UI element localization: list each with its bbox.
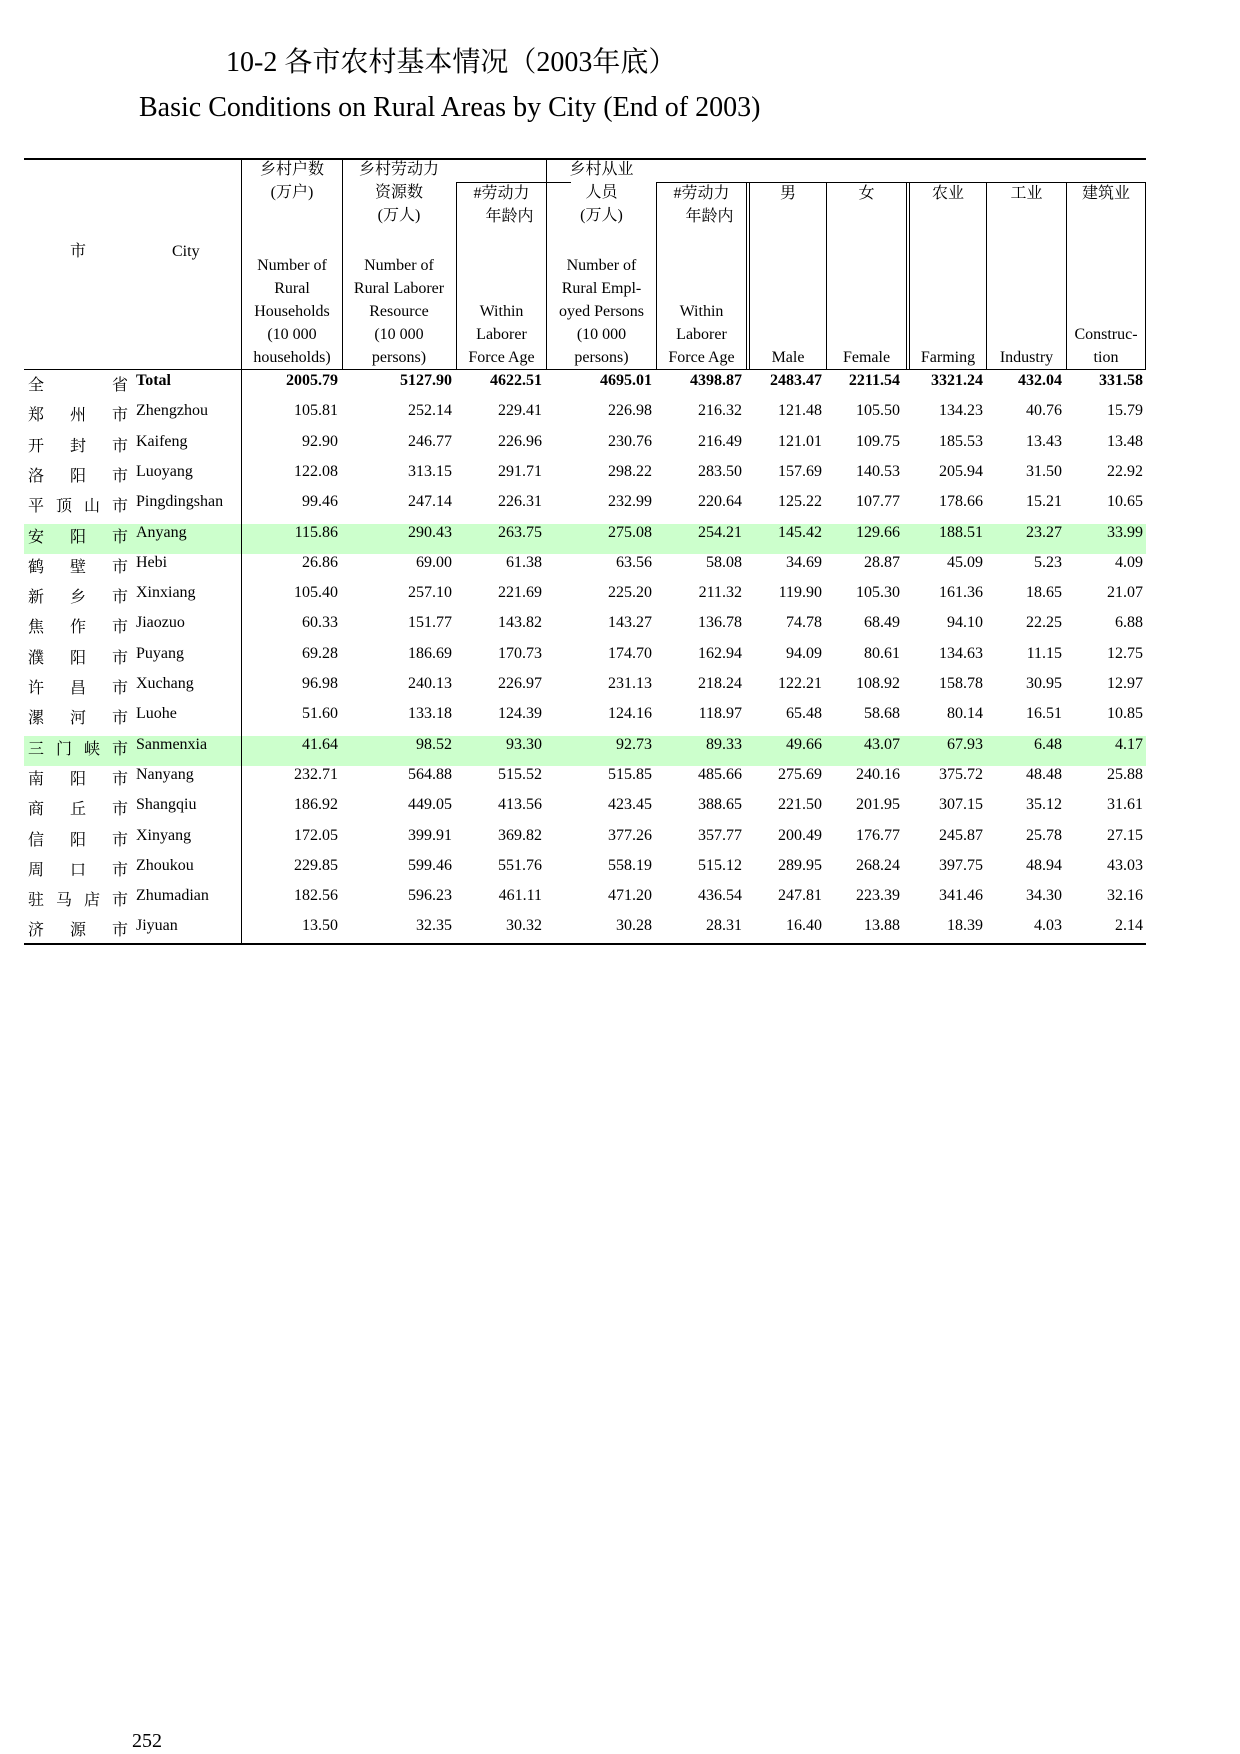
table-cell: 174.70	[608, 644, 652, 662]
table-cell: 58.08	[706, 553, 742, 571]
table-cell: 68.49	[864, 614, 900, 632]
city-name-en: Nanyang	[136, 765, 194, 783]
table-cell: 34.69	[786, 553, 822, 571]
table-cell: 232.99	[608, 493, 652, 511]
city-name-cn-char: 市	[112, 680, 129, 697]
table-cell: 122.21	[778, 675, 822, 692]
table-cell: 5.23	[1034, 553, 1062, 571]
city-name-cn-char: 丘	[70, 801, 87, 819]
city-name-cn-char: 壁	[70, 558, 87, 576]
city-name-cn-char: 市	[112, 589, 129, 607]
table-cell: 176.77	[856, 826, 900, 844]
city-name-cn-char: 郑	[28, 407, 45, 425]
table-cell: 94.10	[947, 614, 983, 632]
city-name-en: Pingdingshan	[136, 493, 224, 511]
table-cell: 15.79	[1107, 402, 1143, 420]
table-cell: 32.16	[1107, 887, 1143, 905]
city-name-cn-char: 商	[28, 801, 45, 819]
table-cell: 172.05	[294, 826, 338, 844]
table-cell: 218.24	[698, 675, 742, 692]
table-cell: 170.73	[498, 644, 542, 662]
city-name-cn-char: 河	[70, 710, 87, 728]
table-cell: 2005.79	[286, 372, 338, 389]
table-cell: 268.24	[856, 856, 900, 874]
city-name-cn-char: 市	[112, 619, 129, 637]
table-cell: 3321.24	[931, 372, 983, 389]
table-cell: 2.14	[1115, 917, 1143, 935]
header-male-cn: 男	[779, 185, 796, 202]
city-name-cn-char: 市	[112, 528, 129, 546]
table-cell: 92.73	[616, 735, 652, 753]
table-cell: 221.50	[778, 796, 822, 814]
table-cell: 48.94	[1026, 856, 1062, 874]
city-name-cn-char: 州	[70, 407, 87, 425]
table-cell: 226.96	[498, 432, 542, 450]
table-cell: 186.92	[294, 796, 338, 814]
table-cell: 4.09	[1115, 553, 1143, 571]
city-name-en: Zhumadian	[136, 887, 209, 905]
table-cell: 205.94	[939, 462, 983, 480]
table-cell: 240.16	[856, 765, 900, 783]
table-cell: 216.32	[698, 402, 742, 420]
header-laborer-en: Number of Rural Laborer Resource (10 000 persons)	[353, 257, 445, 366]
table-cell: 263.75	[498, 523, 542, 541]
table-cell: 80.14	[947, 705, 983, 723]
city-name-cn-char: 漯	[28, 710, 45, 728]
table-cell: 289.95	[778, 856, 822, 874]
header-laborer-cn: 乡村劳动力 资源数 (万人)	[358, 161, 439, 224]
table-cell: 275.69	[778, 765, 822, 783]
table-cell: 12.97	[1107, 675, 1143, 692]
table-cell: 4.17	[1115, 735, 1143, 753]
city-name-en: Xuchang	[136, 675, 194, 692]
table-cell: 436.54	[698, 887, 742, 905]
city-name-cn-char: 市	[112, 770, 129, 788]
table-cell: 231.13	[608, 675, 652, 692]
table-cell: 122.08	[294, 462, 338, 480]
table-cell: 115.86	[294, 523, 338, 541]
city-name-cn-char: 市	[112, 831, 129, 849]
header-female-en: Female	[842, 349, 891, 366]
table-cell: 229.85	[294, 856, 338, 874]
table-cell: 92.90	[302, 432, 338, 450]
city-name-cn-char: 市	[112, 498, 129, 516]
table-cell: 99.46	[302, 493, 338, 511]
city-name-cn-char: 口	[70, 861, 87, 879]
table-cell: 185.53	[939, 432, 983, 450]
table-cell: 136.78	[698, 614, 742, 632]
city-name-cn-char: 平	[28, 498, 45, 516]
table-cell: 40.76	[1026, 402, 1062, 420]
city-name-en: Sanmenxia	[136, 735, 208, 753]
city-name-cn-char: 南	[28, 770, 45, 788]
table-cell: 2483.47	[770, 372, 822, 389]
city-name-en: Zhoukou	[136, 856, 194, 874]
table-cell: 413.56	[498, 796, 542, 814]
header-city-cn: 市	[70, 243, 87, 260]
city-name-cn-char: 济	[28, 922, 45, 940]
table-cell: 432.04	[1018, 372, 1062, 389]
city-name-cn-char: 市	[112, 922, 129, 940]
table-cell: 252.14	[408, 402, 452, 420]
table-cell: 5127.90	[400, 372, 452, 389]
table-cell: 200.49	[778, 826, 822, 844]
table-cell: 30.28	[616, 917, 652, 935]
city-name-cn-char: 焦	[28, 619, 45, 637]
table-cell: 229.41	[498, 402, 542, 420]
table-cell: 118.97	[698, 705, 742, 723]
table-cell: 515.12	[698, 856, 742, 874]
table-cell: 109.75	[856, 432, 900, 450]
table-cell: 74.78	[786, 614, 822, 632]
city-name-cn-char: 门	[56, 740, 73, 758]
table-cell: 157.69	[778, 462, 822, 480]
table-cell: 254.21	[698, 523, 742, 541]
table-cell: 178.66	[939, 493, 983, 511]
table-cell: 13.43	[1026, 432, 1062, 450]
table-cell: 61.38	[506, 553, 542, 571]
city-name-cn-char: 洛	[28, 467, 45, 485]
table-cell: 25.78	[1026, 826, 1062, 844]
city-name-cn-char: 市	[112, 861, 129, 879]
table-cell: 221.69	[498, 584, 542, 602]
table-cell: 145.42	[778, 523, 822, 541]
table-cell: 357.77	[698, 826, 742, 844]
table-cell: 13.88	[864, 917, 900, 935]
table-cell: 220.64	[698, 493, 742, 511]
table-cell: 551.76	[498, 856, 542, 874]
city-name-cn-char: 濮	[28, 649, 45, 667]
table-cell: 23.27	[1026, 523, 1062, 541]
table-cell: 133.18	[408, 705, 452, 723]
table-cell: 240.13	[408, 675, 452, 692]
table-cell: 22.25	[1026, 614, 1062, 632]
table-cell: 247.81	[778, 887, 822, 905]
table-cell: 223.39	[856, 887, 900, 905]
city-name-cn-char: 山	[84, 498, 101, 516]
table-cell: 449.05	[408, 796, 452, 814]
table-cell: 6.88	[1115, 614, 1143, 632]
title-english: Basic Conditions on Rural Areas by City (End of 2003)	[139, 92, 761, 123]
table-cell: 232.71	[294, 765, 338, 783]
table-cell: 225.20	[608, 584, 652, 602]
table-cell: 140.53	[856, 462, 900, 480]
table-cell: 558.19	[608, 856, 652, 874]
table-cell: 10.65	[1107, 493, 1143, 511]
city-name-en: Puyang	[136, 644, 184, 662]
table-cell: 158.78	[939, 675, 983, 692]
city-name-en: Jiaozuo	[136, 614, 185, 632]
table-cell: 186.69	[408, 644, 452, 662]
city-name-cn-char: 阳	[70, 831, 87, 849]
table-cell: 226.31	[498, 493, 542, 511]
table-cell: 108.92	[856, 675, 900, 692]
table-cell: 599.46	[408, 856, 452, 874]
table-cell: 21.07	[1107, 584, 1143, 602]
table-cell: 290.43	[408, 523, 452, 541]
city-name-cn-char: 市	[112, 892, 129, 910]
table-cell: 247.14	[408, 493, 452, 511]
table-cell: 89.33	[706, 735, 742, 753]
header-industry-en: Industry	[999, 349, 1054, 366]
city-name-cn-char: 马	[56, 892, 73, 910]
table-cell: 341.46	[939, 887, 983, 905]
city-name-en: Xinxiang	[136, 584, 196, 602]
table-cell: 246.77	[408, 432, 452, 450]
header-households-en: Number of Rural Households (10 000 households)	[253, 257, 331, 366]
table-cell: 134.63	[939, 644, 983, 662]
table-cell: 16.40	[786, 917, 822, 935]
table-cell: 423.45	[608, 796, 652, 814]
table-cell: 216.49	[698, 432, 742, 450]
table-cell: 35.12	[1026, 796, 1062, 814]
table-cell: 49.66	[786, 735, 822, 753]
city-name-cn-char: 阳	[70, 770, 87, 788]
city-name-cn-char: 周	[28, 861, 45, 879]
city-name-en: Xinyang	[136, 826, 192, 844]
header-farming-cn: 农业	[931, 185, 964, 202]
city-name-cn-char: 市	[112, 437, 129, 455]
title-chinese: 10-2 各市农村基本情况（2003年底）	[226, 47, 677, 78]
table-cell: 67.93	[947, 735, 983, 753]
table-cell: 58.68	[864, 705, 900, 723]
table-cell: 119.90	[778, 584, 822, 602]
table-cell: 105.50	[856, 402, 900, 420]
table-cell: 11.15	[1026, 644, 1062, 662]
city-name-cn-char: 许	[28, 680, 45, 697]
city-name-en: Luoyang	[136, 462, 193, 480]
table-cell: 31.61	[1107, 796, 1143, 814]
table-cell: 129.66	[856, 523, 900, 541]
city-name-cn-char: 新	[28, 589, 45, 607]
city-name-cn-char: 封	[70, 437, 87, 455]
header-female-cn: 女	[858, 185, 875, 202]
table-cell: 13.48	[1107, 432, 1143, 450]
city-name-cn-char: 阳	[70, 467, 87, 485]
city-name-en: Hebi	[136, 553, 168, 571]
table-cell: 485.66	[698, 765, 742, 783]
city-name-cn-char: 省	[112, 377, 129, 394]
table-cell: 94.09	[786, 644, 822, 662]
table-cell: 4.03	[1034, 917, 1062, 935]
table-cell: 151.77	[408, 614, 452, 632]
table-cell: 98.52	[416, 735, 452, 753]
table-cell: 30.95	[1026, 675, 1062, 692]
table-cell: 161.36	[939, 584, 983, 602]
table-cell: 22.92	[1107, 462, 1143, 480]
city-name-cn-char: 店	[84, 892, 101, 910]
table-cell: 105.30	[856, 584, 900, 602]
table-cell: 69.00	[416, 553, 452, 571]
city-name-en: Zhengzhou	[136, 402, 208, 420]
table-cell: 397.75	[939, 856, 983, 874]
header-industry-cn: 工业	[1010, 185, 1043, 202]
city-name-en: Shangqiu	[136, 796, 197, 814]
table-cell: 43.03	[1107, 856, 1143, 874]
table-cell: 34.30	[1026, 887, 1062, 905]
table-cell: 31.50	[1026, 462, 1062, 480]
table-cell: 105.40	[294, 584, 338, 602]
city-name-cn-char: 作	[70, 619, 87, 637]
city-name-cn-char: 顶	[56, 498, 73, 516]
table-cell: 80.61	[864, 644, 900, 662]
table-cell: 399.91	[408, 826, 452, 844]
city-name-cn-char: 峡	[84, 740, 101, 758]
table-cell: 4398.87	[690, 372, 742, 389]
city-name-en: Total	[136, 372, 171, 389]
city-name-cn-char: 市	[112, 467, 129, 485]
table-cell: 25.88	[1107, 765, 1143, 783]
header-within-employed-en: Within Laborer Force Age	[668, 303, 735, 366]
table-cell: 4695.01	[600, 372, 652, 389]
city-name-cn-char: 昌	[70, 680, 87, 697]
table-cell: 60.33	[302, 614, 338, 632]
table-cell: 28.31	[706, 917, 742, 935]
table-cell: 226.97	[498, 675, 542, 692]
table-cell: 388.65	[698, 796, 742, 814]
table-cell: 45.09	[947, 553, 983, 571]
city-name-cn-char: 市	[112, 801, 129, 819]
table-cell: 143.82	[498, 614, 542, 632]
table-cell: 13.50	[302, 917, 338, 935]
table-cell: 121.48	[778, 402, 822, 420]
page-number: 252	[132, 1730, 162, 1752]
table-cell: 15.21	[1026, 493, 1062, 511]
table-cell: 32.35	[416, 917, 452, 935]
city-name-cn-char: 鹤	[28, 558, 45, 576]
table-cell: 125.22	[778, 493, 822, 511]
header-within-laborer-en: Within Laborer Force Age	[468, 303, 535, 366]
table-cell: 28.87	[864, 553, 900, 571]
table-cell: 10.85	[1107, 705, 1143, 723]
table-cell: 369.82	[498, 826, 542, 844]
table-cell: 41.64	[302, 735, 338, 753]
header-within-laborer-cn: #劳动力 年龄内	[473, 185, 534, 225]
city-name-cn-char: 信	[28, 831, 45, 849]
table-cell: 245.87	[939, 826, 983, 844]
table-cell: 2211.54	[848, 372, 900, 389]
city-name-en: Anyang	[136, 523, 187, 541]
table-cell: 12.75	[1107, 644, 1143, 662]
table-cell: 143.27	[608, 614, 652, 632]
city-name-en: Luohe	[136, 705, 177, 723]
table-cell: 18.65	[1026, 584, 1062, 602]
table-cell: 43.07	[864, 735, 900, 753]
table-cell: 4622.51	[490, 372, 542, 389]
city-name-cn-char: 乡	[70, 589, 87, 607]
table-cell: 298.22	[608, 462, 652, 480]
city-name-cn-char: 阳	[70, 528, 87, 546]
table-cell: 188.51	[939, 523, 983, 541]
table-cell: 63.56	[616, 553, 652, 571]
table-cell: 461.11	[498, 887, 542, 905]
table-cell: 291.71	[498, 462, 542, 480]
city-name-cn-char: 市	[112, 558, 129, 576]
city-name-cn-char: 驻	[28, 892, 45, 910]
table-cell: 377.26	[608, 826, 652, 844]
table-cell: 6.48	[1034, 735, 1062, 753]
table-cell: 33.99	[1107, 523, 1143, 541]
city-name-cn-char: 三	[28, 740, 45, 758]
table-cell: 564.88	[408, 765, 452, 783]
table-cell: 162.94	[698, 644, 742, 662]
header-employed-en: Number of Rural Empl- oyed Persons (10 000 persons)	[559, 257, 644, 366]
table-cell: 48.48	[1026, 765, 1062, 783]
city-name-cn-char: 市	[112, 649, 129, 667]
table-cell: 471.20	[608, 887, 652, 905]
table-cell: 124.39	[498, 705, 542, 723]
table-cell: 107.77	[856, 493, 900, 511]
table-cell: 93.30	[506, 735, 542, 753]
city-name-cn-char: 安	[28, 528, 45, 546]
city-name-cn-char: 市	[112, 740, 129, 758]
table-cell: 16.51	[1026, 705, 1062, 723]
header-city-en: City	[172, 243, 200, 260]
table-cell: 313.15	[408, 462, 452, 480]
table-cell: 182.56	[294, 887, 338, 905]
header-employed-cn: 乡村从业 人员 (万人)	[569, 161, 634, 224]
header-farming-en: Farming	[920, 349, 976, 366]
table-cell: 515.85	[608, 765, 652, 783]
table-cell: 211.32	[698, 584, 742, 602]
city-name-cn-char: 市	[112, 407, 129, 425]
city-name-cn-char: 开	[28, 437, 45, 455]
header-construction-en: Construc- tion	[1074, 326, 1138, 366]
table-cell: 69.28	[302, 644, 338, 662]
table-cell: 96.98	[302, 675, 338, 692]
table-cell: 283.50	[698, 462, 742, 480]
table-cell: 18.39	[947, 917, 983, 935]
city-name-cn-char: 全	[28, 377, 45, 394]
table-cell: 515.52	[498, 765, 542, 783]
table-cell: 257.10	[408, 584, 452, 602]
table-cell: 51.60	[302, 705, 338, 723]
table-cell: 226.98	[608, 402, 652, 420]
table-cell: 121.01	[778, 432, 822, 450]
header-construction-cn: 建筑业	[1081, 185, 1130, 202]
table-cell: 331.58	[1099, 372, 1143, 389]
city-name-cn-char: 阳	[70, 649, 87, 667]
table-cell: 201.95	[856, 796, 900, 814]
table-cell: 124.16	[608, 705, 652, 723]
table-cell: 307.15	[939, 796, 983, 814]
table-cell: 375.72	[939, 765, 983, 783]
city-name-en: Kaifeng	[136, 432, 188, 450]
header-male-en: Male	[771, 349, 805, 366]
table-cell: 27.15	[1107, 826, 1143, 844]
table-cell: 30.32	[506, 917, 542, 935]
city-name-en: Jiyuan	[136, 917, 178, 935]
city-name-cn-char: 源	[70, 922, 87, 940]
table-cell: 134.23	[939, 402, 983, 420]
table-cell: 230.76	[608, 432, 652, 450]
table-cell: 596.23	[408, 887, 452, 905]
header-households-cn: 乡村户数 (万户)	[259, 161, 324, 201]
header-within-employed-cn: #劳动力 年龄内	[673, 185, 734, 225]
table-cell: 105.81	[294, 402, 338, 420]
table-cell: 65.48	[786, 705, 822, 723]
city-name-cn-char: 市	[112, 710, 129, 728]
table-cell: 26.86	[302, 553, 338, 571]
table-cell: 275.08	[608, 523, 652, 541]
